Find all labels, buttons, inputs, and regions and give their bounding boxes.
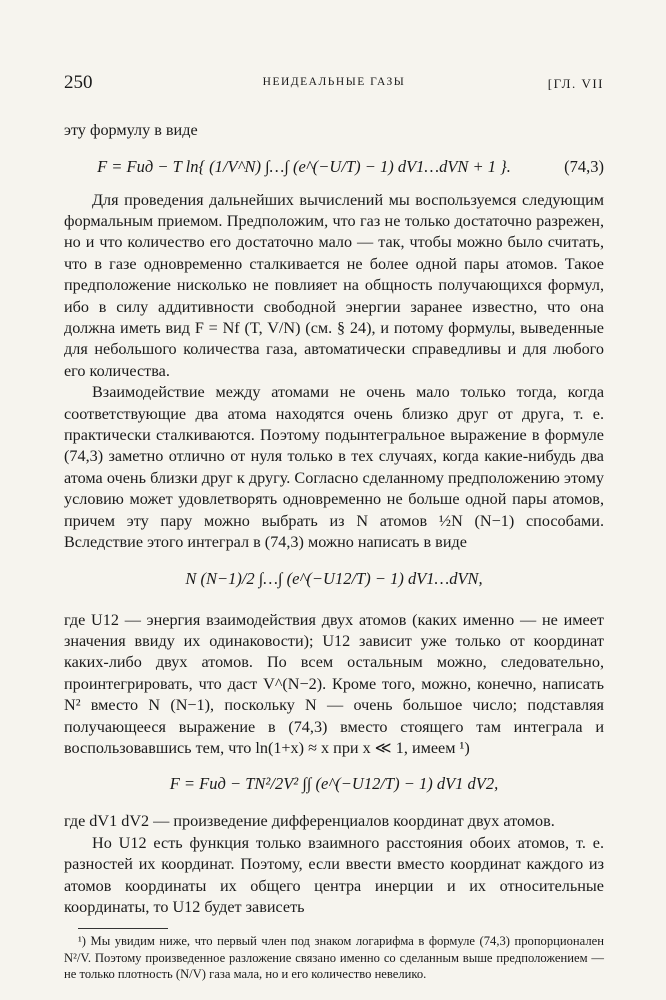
chapter-label: [ГЛ. VII bbox=[547, 76, 604, 91]
intro-line: эту формулу в виде bbox=[64, 121, 198, 139]
page-number: 250 bbox=[64, 72, 93, 93]
paragraph-2: Взаимодействие между атомами не очень мало только тогда, когда соответствующие два атома находятся очень близко друг от друга, т. е. практически сталкиваются. Поэтому подынтегральное выражение в формуле (74,3) заметно отлично от нуля только в тех случаях, когда какие-нибудь два атома очень близки друг к другу. Согласно сделанному предположению этому условию может удовлетворять одновременно не больше одной пары атомов, причем эту пару можно выбрать из N атомов ½N (N−1) способами. Вследствие этого интеграл в (74,3) можно написать в виде bbox=[64, 383, 604, 552]
formula-74-3-expression: F = Fид − T ln{ (1/V^N) ∫…∫ (e^(−U/T) − 1) dV1…dVN + 1 }. bbox=[97, 156, 511, 176]
footnote: ¹) Мы увидим ниже, что первый член под знаком логарифма в формуле (74,3) пропорционален N²/V. Поэтому произведенное разложение связано именно со сделанным выше предположением — не только плотность (N/V) газа мала, но и его количество невелико. bbox=[64, 934, 604, 982]
paragraph-4: где dV1 dV2 — произведение дифференциалов координат двух атомов. bbox=[64, 812, 555, 831]
paragraph-5: Но U12 есть функция только взаимного расстояния обоих атомов, т. е. разностей их координат. Поэтому, если ввести вместо координат каждого из атомов координаты их общего центра инерции и их относительные координаты, то U12 будет зависеть bbox=[64, 833, 604, 916]
book-page bbox=[64, 72, 604, 983]
spacer bbox=[64, 96, 604, 120]
footnote-divider bbox=[78, 928, 168, 929]
formula-pair-integral bbox=[64, 560, 604, 604]
formula-pair-integral-expression: N (N−1)/2 ∫…∫ (e^(−U12/T) − 1) dV1…dVN, bbox=[185, 568, 483, 588]
page-header bbox=[64, 72, 604, 96]
formula-74-3 bbox=[64, 148, 604, 184]
formula-free-energy bbox=[64, 765, 604, 805]
running-title: НЕИДЕАЛЬНЫЕ ГАЗЫ bbox=[262, 76, 406, 88]
paragraph-3: где U12 — энергия взаимодействия двух атомов (каких именно — не имеет значения ввиду их одинаковости); U12 зависит уже только от координат каких-либо двух атомов. По всем остальным можно, следовательно, проинтегрировать, что даст V^(N−2). Кроме того, можно, конечно, написать N² вместо N (N−1), поскольку N — очень большое число; подставляя получающееся выражение в (74,3) вместо стоящего там интеграла и воспользовавшись тем, что ln(1+x) ≈ x при x ≪ 1, имеем ¹) bbox=[64, 610, 604, 757]
paragraph-1: Для проведения дальнейших вычислений мы воспользуемся следующим формальным приемом. Предположим, что газ не только достаточно разрежен, но и что количество его достаточно мало — так, чтобы можно было считать, что в газе одновременно сталкивается не более одной пары атомов. Такое предположение нисколько не повлияет на общность получающихся формул, ибо в силу аддитивности свободной энергии заранее известно, что она должна иметь вид F = Nf (T, V/N) (см. § 24), и потому формулы, выведенные для небольшого количества газа, автоматически справедливы и для любого его количества. bbox=[64, 190, 604, 380]
formula-74-3-number: (74,3) bbox=[564, 156, 604, 176]
formula-free-energy-expression: F = Fид − TN²/2V² ∫∫ (e^(−U12/T) − 1) dV1 dV2, bbox=[169, 774, 499, 794]
